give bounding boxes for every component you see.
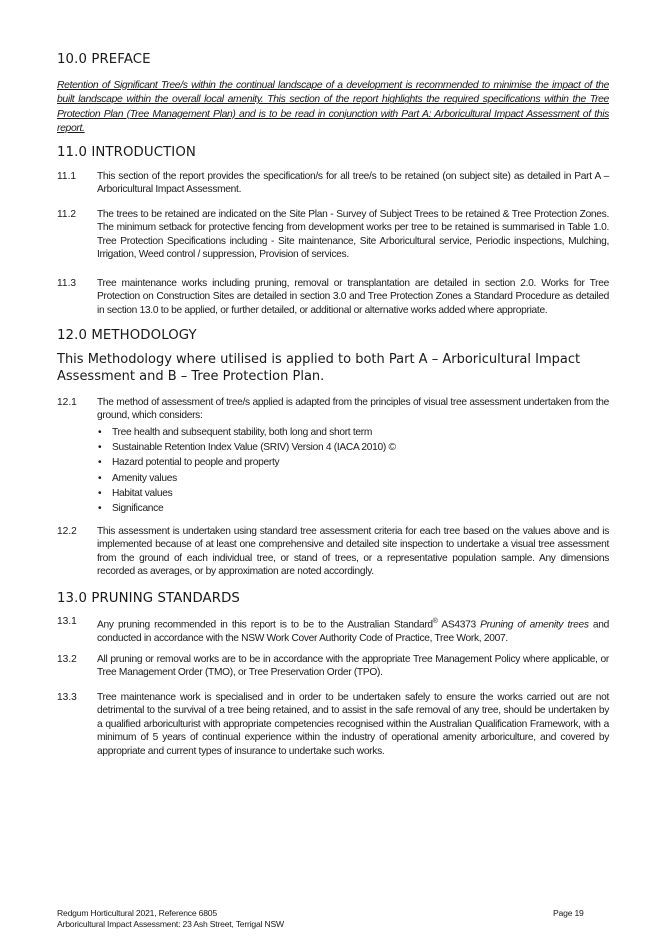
paragraph-13-3 xyxy=(57,691,609,758)
paragraph-text: All pruning or removal works are to be in accordance with the appropriate Tree Management Policy where applicable, or Tree Management Order (TMO), or Tree Preservation Order (TPO). xyxy=(97,654,609,679)
list-item: • Tree health and subsequent stability, both long and short term xyxy=(112,425,609,440)
paragraph-11-3 xyxy=(57,277,609,317)
paragraph-13-2 xyxy=(57,653,609,680)
paragraph-number: 12.1 xyxy=(57,397,77,408)
paragraph-number: 11.1 xyxy=(57,171,77,182)
paragraph-number: 11.2 xyxy=(57,209,77,220)
text-run: Any pruning recommended in this report is to be to the Australian Standard xyxy=(97,619,433,631)
paragraph-12-2 xyxy=(57,525,609,579)
list-item: • Hazard potential to people and property xyxy=(112,455,609,470)
heading-introduction: 11.0 INTRODUCTION xyxy=(57,145,196,160)
paragraph-number: 12.2 xyxy=(57,526,77,537)
registered-mark: ® xyxy=(432,618,438,625)
preface-text: Retention of Significant Tree/s within the continual landscape of a development is recommended to minimise the impact of the built landscape within the overall local amenity. This section of the report highlights the required specifications within the Tree Protection Plan (Tree Management Plan) and is to be read in conjunction with Part A: Arboricultural Impact Assessment of this report. xyxy=(57,80,609,135)
paragraph-number: 11.3 xyxy=(57,278,77,289)
paragraph-number: 13.1 xyxy=(57,616,77,627)
paragraph-12-1 xyxy=(57,396,609,517)
text-run: and conducted in accordance with the NSW Work Cover Authority Code of Practice, Tree Work, 2007. xyxy=(97,619,609,644)
paragraph-text: This assessment is undertaken using standard tree assessment criteria for each tree based on the values above and is implemented because of at least one comprehensive and detailed site inspection to undertake a visual tree assessment from the ground of each individual tree, or stand of trees, or a representative population sample. Any dimensions recorded as averages, or by approximation are noted accordingly. xyxy=(97,526,609,578)
paragraph-text: Tree maintenance works including pruning, removal or transplantation are detailed in section 2.0. Works for Tree Protection on Construction Sites are detailed in section 3.0 and Tree Protection Zones a Standard Procedure as detailed in section 13.0 to be applied, or further detailed, or additional or alternative works added where appropriate. xyxy=(97,278,609,316)
paragraph-text: The method of assessment of tree/s applied is adapted from the principles of visual tree assessment undertaken from the ground, which considers: xyxy=(97,397,609,422)
footer-left xyxy=(57,908,284,930)
heading-pruning-standards: 13.0 PRUNING STANDARDS xyxy=(57,591,240,606)
methodology-subheading: This Methodology where utilised is applied to both Part A – Arboricultural Impact Assessment and B – Tree Protection Plan. xyxy=(57,352,581,384)
paragraph-number: 13.2 xyxy=(57,654,77,665)
standard-title: Pruning of amenity trees xyxy=(480,619,589,631)
footer-reference: Redgum Horticultural 2021, Reference 6805 xyxy=(57,908,217,918)
heading-preface: 10.0 PREFACE xyxy=(57,52,151,67)
list-item: • Sustainable Retention Index Value (SRIV) Version 4 (IACA 2010) © xyxy=(112,440,609,455)
paragraph-11-2 xyxy=(57,208,609,262)
list-item: • Significance xyxy=(112,501,609,516)
paragraph-text: Tree maintenance work is specialised and in order to be undertaken safely to ensure the works carried out are not detrimental to the survival of a tree being retained, and to assist in the safe removal of any tree, should be undertaken by a qualified arboriculturist with appropriate competencies recognised within the Australian Qualification Framework, with a minimum of 5 years of continual experience within the industry of operational amenity arboriculture, and covered by appropriate and current types of insurance to undertake such works. xyxy=(97,692,609,757)
standard-code: AS4373 xyxy=(437,619,481,631)
page-number: Page 19 xyxy=(553,908,584,918)
heading-methodology: 12.0 METHODOLOGY xyxy=(57,328,197,343)
paragraph-text: This section of the report provides the specification/s for all tree/s to be retained (on subject site) as detailed in Part A – Arboricultural Impact Assessment. xyxy=(97,171,609,196)
paragraph-text xyxy=(97,615,609,645)
paragraph-number: 13.3 xyxy=(57,692,77,703)
paragraph-11-1 xyxy=(57,170,609,197)
list-item: • Habitat values xyxy=(112,486,609,501)
footer-report-title: Arboricultural Impact Assessment: 23 Ash Street, Terrigal NSW xyxy=(57,919,284,929)
criteria-list xyxy=(57,425,609,517)
paragraph-13-1 xyxy=(57,615,609,645)
list-item: • Amenity values xyxy=(112,471,609,486)
paragraph-text: The trees to be retained are indicated on the Site Plan - Survey of Subject Trees to be retained & Tree Protection Zones. The minimum setback for protective fencing from development works per tree to be retained is summarised in Table 1.0. Tree Protection Specifications including - Site maintenance, Site Arboricultural service, Periodic inspections, Mulching, Irrigation, Weed control / suppression, Provision of services. xyxy=(97,209,609,261)
